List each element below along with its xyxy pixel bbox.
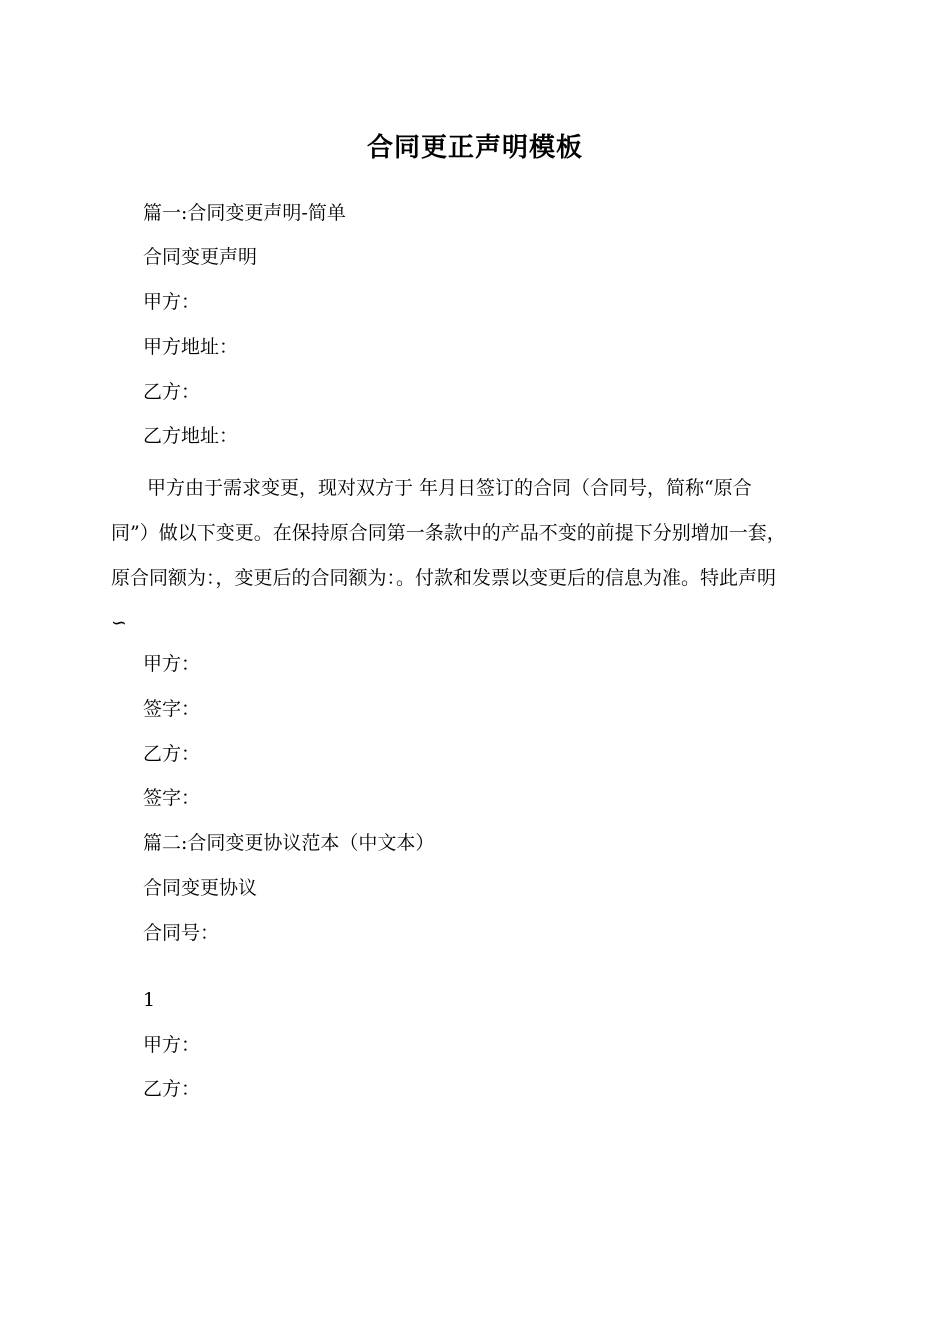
page-number: 1 [143, 989, 156, 1011]
paragraph-line: ∽ [111, 612, 127, 634]
sign-b-label: 签字： [143, 787, 201, 809]
section2-party-a-label: 甲方： [143, 1034, 201, 1056]
sign-party-a-label: 甲方： [143, 653, 201, 675]
section2-heading: 篇二:合同变更协议范本（中文本） [143, 832, 435, 854]
paragraph-line: 甲方由于需求变更，现对双方于 年月日签订的合同（合同号，简称“原合 [147, 477, 752, 499]
sign-party-b-label: 乙方： [143, 743, 201, 765]
section2-party-b-label: 乙方： [143, 1078, 201, 1100]
party-a-address-label: 甲方地址： [143, 336, 239, 358]
document-title: 合同更正声明模板 [366, 133, 583, 163]
party-b-label: 乙方： [143, 381, 201, 403]
party-b-address-label: 乙方地址： [143, 425, 239, 447]
paragraph-line: 同”）做以下变更。在保持原合同第一条款中的产品不变的前提下分别增加一套， [111, 522, 786, 544]
section1-body-paragraph [111, 466, 846, 646]
section2-subtitle: 合同变更协议 [143, 877, 258, 899]
contract-number-label: 合同号： [143, 922, 220, 944]
sign-a-label: 签字： [143, 698, 201, 720]
section1-heading: 篇一:合同变更声明-简单 [143, 202, 346, 224]
section1-subtitle: 合同变更声明 [143, 246, 258, 268]
party-a-label: 甲方： [143, 291, 201, 313]
paragraph-line: 原合同额为：，变更后的合同额为：。付款和发票以变更后的信息为准。特此声明 [111, 567, 777, 589]
